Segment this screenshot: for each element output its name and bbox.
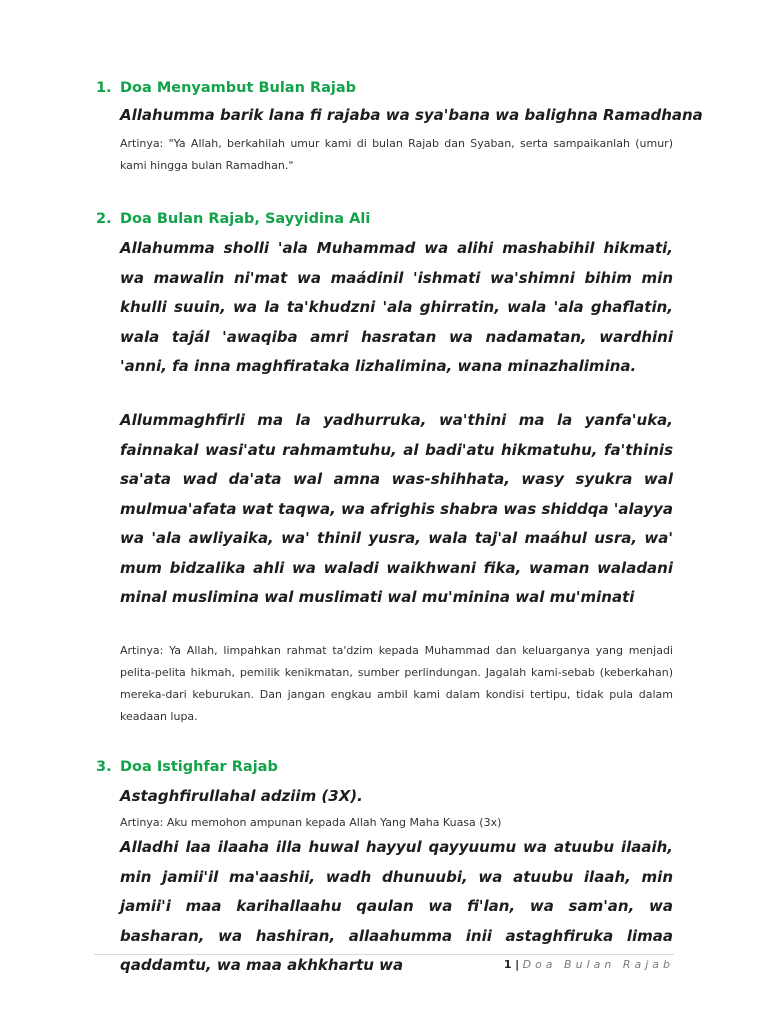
- section-1-heading: [96, 80, 356, 96]
- page-footer: [504, 958, 674, 971]
- section-2-number: 2.: [96, 211, 112, 227]
- section-3-prayer-2: Alladhi laa ilaaha illa huwal hayyul qayyuumu wa atuubu ilaaih, min jamii'il ma'aashii, wadh dhunuubi, wa atuubu ilaah, min jamii'i maa karihallaahu qaulan wa fi'lan, wa sam'an, wa basharan, wa hashiran, allaahumma inii astaghfiruka limaa qaddamtu, wa maa akhkhartu wa: [120, 838, 673, 974]
- section-2-title: Doa Bulan Rajab, Sayyidina Ali: [120, 211, 371, 227]
- section-2-prayer-1: Allahumma sholli 'ala Muhammad wa alihi mashabihil hikmati, wa mawalin ni'mat wa maádinil 'ishmati wa'shimni bihim min khulli suuin, wa la ta'khudzni 'ala ghirratin, wala 'ala ghaflatin, wala tajál 'awaqiba amri hasratan wa nadamatan, wardhini 'anni, fa inna maghfirataka lizhalimina, wana minazhalimina.: [120, 239, 673, 375]
- section-3-prayer: Astaghfirullahal adziim (3X).: [120, 787, 363, 805]
- section-1-title: Doa Menyambut Bulan Rajab: [120, 80, 357, 96]
- footer-separator: |: [515, 958, 520, 971]
- section-1-number: 1.: [96, 80, 112, 96]
- footer-document-title: Doa Bulan Rajab: [522, 958, 674, 971]
- section-2-prayer-2: Allummaghfirli ma la yadhurruka, wa'thini ma la yanfa'uka, fainnakal wasi'atu rahmamtuhu, al badi'atu hikmatuhu, fa'thinis sa'ata wad da'ata wal amna was-shihhata, wasy syukra wal mulmua'afata wat taqwa, wa afrighis shabra was shiddqa 'alayya wa 'ala awliyaika, wa' thinil yusra, wala taj'al maáhul usra, wa' mum bidzalika ahli wa waladi waikhwani fika, waman waladani minal muslimina wal muslimati wal mu'minina wal mu'minati: [120, 411, 673, 606]
- section-2-heading: [96, 211, 370, 227]
- section-1-translation: Artinya: "Ya Allah, berkahilah umur kami di bulan Rajab dan Syaban, serta sampaikanlah (umur) kami hingga bulan Ramadhan.": [120, 137, 673, 172]
- section-3-translation: Artinya: Aku memohon ampunan kepada Allah Yang Maha Kuasa (3x): [120, 816, 502, 829]
- section-3-title: Doa Istighfar Rajab: [120, 759, 278, 775]
- section-2-translation: Artinya: Ya Allah, limpahkan rahmat ta'dzim kepada Muhammad dan keluarganya yang menjadi pelita-pelita hikmah, pemilik kenikmatan, sumber perlindungan. Jagalah kami-sebab (keberkahan) mereka-dari keburukan. Dan jangan engkau ambil kami dalam kondisi tertipu, tidak pula dalam keadaan lupa.: [120, 644, 673, 723]
- section-3-heading: [96, 759, 278, 775]
- section-1-prayer: Allahumma barik lana fi rajaba wa sya'bana wa balighna Ramadhana: [120, 106, 703, 124]
- section-3-number: 3.: [96, 759, 112, 775]
- footer-divider: [94, 954, 674, 955]
- footer-page-number: 1: [503, 958, 512, 971]
